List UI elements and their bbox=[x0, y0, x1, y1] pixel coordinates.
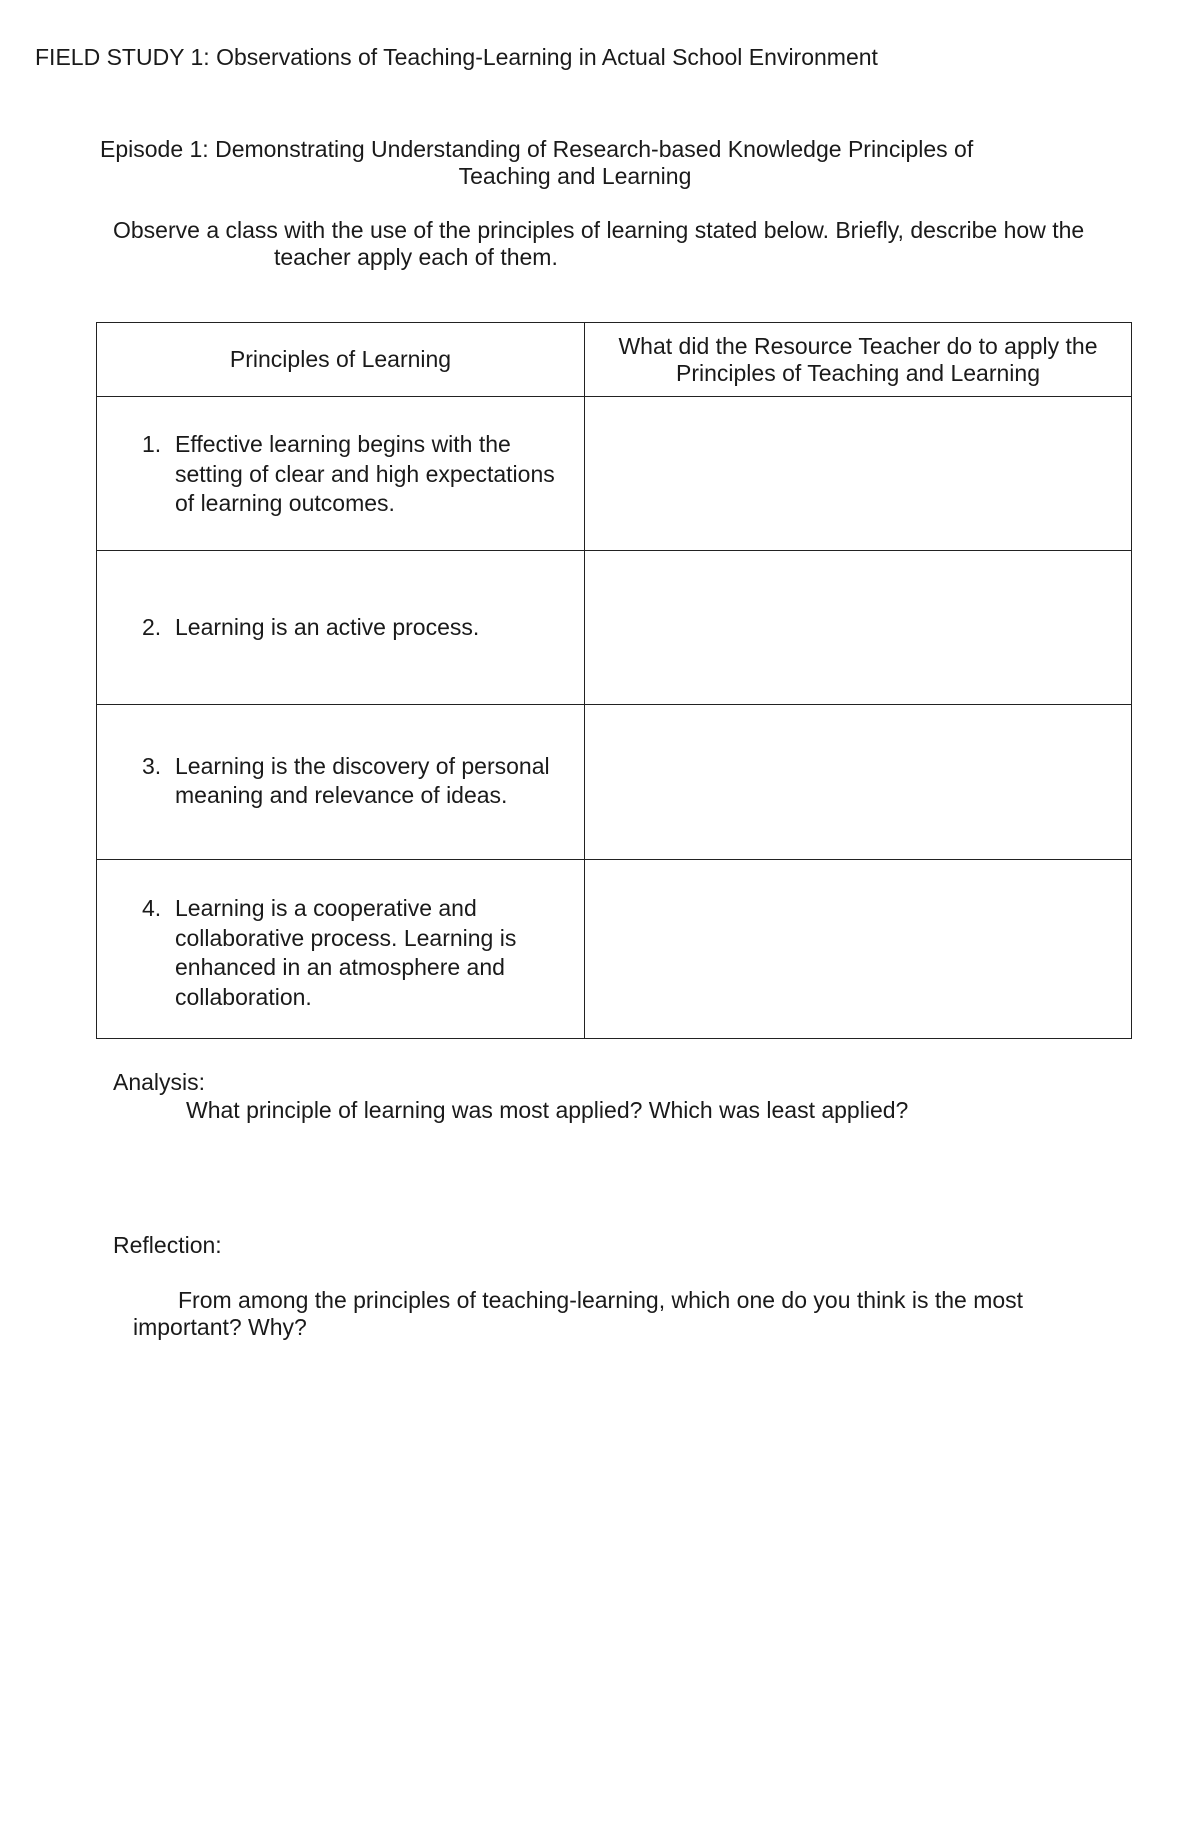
document-title: FIELD STUDY 1: Observations of Teaching-Learning in Actual School Environment bbox=[35, 44, 878, 70]
header-teacher-application-line1: What did the Resource Teacher do to apply the bbox=[618, 332, 1098, 359]
analysis-question: What principle of learning was most applied? Which was least applied? bbox=[186, 1097, 909, 1123]
principle-cell bbox=[97, 551, 585, 705]
reflection-question-line2: important? Why? bbox=[133, 1314, 307, 1340]
answer-cell[interactable] bbox=[585, 705, 1132, 860]
analysis-label: Analysis: bbox=[113, 1069, 206, 1095]
principle-text: Learning is a cooperative and collaborative process. Learning is enhanced in an atmosphere and collaboration. bbox=[175, 895, 517, 1010]
principles-table bbox=[96, 322, 1132, 1039]
episode-heading-line2: Teaching and Learning bbox=[458, 163, 692, 189]
principle-number: 4. bbox=[142, 895, 162, 921]
principle-text: Learning is the discovery of personal meaning and relevance of ideas. bbox=[175, 752, 550, 808]
principle-number: 3. bbox=[142, 752, 162, 779]
header-teacher-application-line2: Principles of Teaching and Learning bbox=[676, 359, 1040, 386]
episode-heading-line1: Episode 1: Demonstrating Understanding of Research-based Knowledge Principles of bbox=[100, 136, 974, 162]
table-header-row bbox=[97, 323, 1132, 397]
table-row bbox=[97, 397, 1132, 551]
principle-cell bbox=[97, 397, 585, 551]
principle-number: 2. bbox=[142, 613, 162, 640]
answer-cell[interactable] bbox=[585, 397, 1132, 551]
table-row bbox=[97, 860, 1132, 1039]
instructions-line2: teacher apply each of them. bbox=[274, 244, 558, 270]
principle-cell bbox=[97, 860, 585, 1039]
principle-text: Learning is an active process. bbox=[175, 613, 480, 640]
header-principles-of-learning: Principles of Learning bbox=[97, 323, 585, 397]
table-row bbox=[97, 551, 1132, 705]
principle-cell bbox=[97, 705, 585, 860]
principle-number: 1. bbox=[142, 431, 162, 458]
principle-text: Effective learning begins with the setting of clear and high expectations of learning outcomes. bbox=[175, 431, 555, 517]
answer-cell[interactable] bbox=[585, 551, 1132, 705]
answer-cell[interactable] bbox=[585, 860, 1132, 1039]
reflection-label: Reflection: bbox=[113, 1232, 222, 1258]
header-teacher-application bbox=[585, 323, 1132, 397]
table-row bbox=[97, 705, 1132, 860]
reflection-question-line1: From among the principles of teaching-learning, which one do you think is the most bbox=[178, 1287, 1024, 1313]
instructions-line1: Observe a class with the use of the principles of learning stated below. Briefly, describe how the bbox=[113, 217, 1085, 243]
